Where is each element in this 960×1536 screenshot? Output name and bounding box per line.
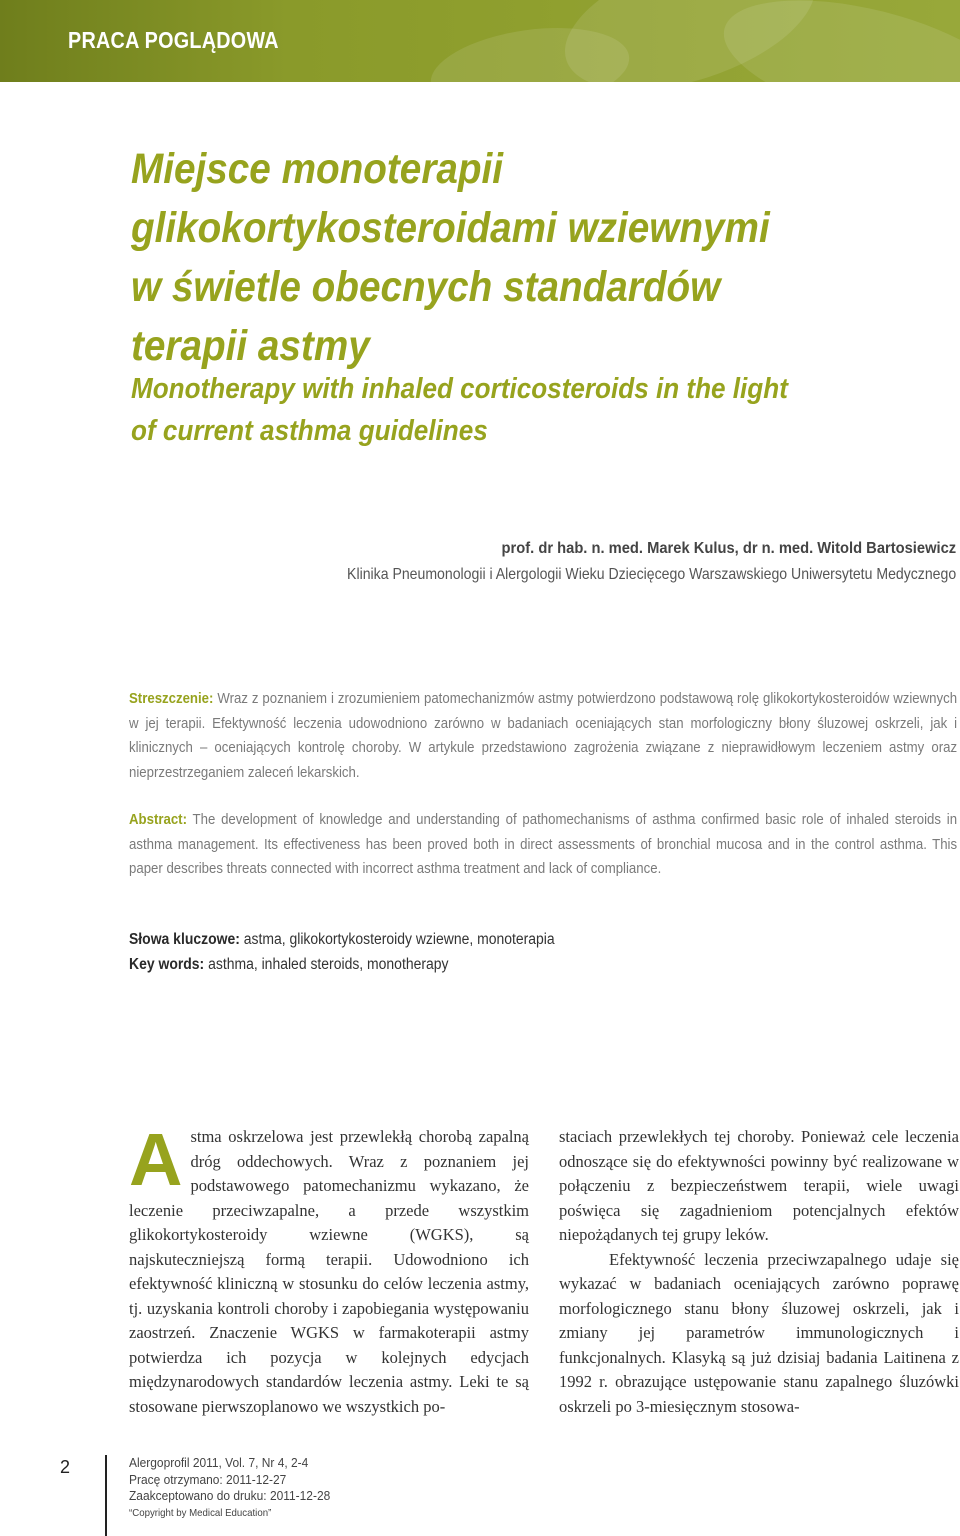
title-line: glikokortykosteroidami wziewnymi	[131, 204, 770, 252]
page-number: 2	[60, 1457, 71, 1477]
abstract-label: Streszczenie:	[129, 691, 214, 707]
author-name: Marek Kulus,	[646, 540, 739, 557]
abstract-label: Abstract:	[129, 812, 187, 828]
keywords-polish	[129, 931, 555, 949]
drop-cap: A	[129, 1118, 183, 1201]
keywords-english	[129, 956, 448, 974]
abstract-text: Wraz z poznaniem i zrozumieniem patomechanizmów astmy potwierdzono podstawową rolę glikokortykosteroidów wziewnych w jej terapii. Efektywność leczenia udowodniono zarówno w badaniach oceniających stan morfologiczny błony śluzowej oskrzeli, jak i klinicznych – oceniających kontrolę choroby. W artykule przedstawiono zagrożenia związane z nieprawidłowym leczeniem astmy oraz nieprzestrzeganiem zaleceń lekarskich.	[129, 691, 958, 781]
author-degree: prof. dr hab. n. med.	[501, 540, 643, 557]
authors-line	[501, 540, 956, 558]
leaf-decoration	[711, 0, 960, 82]
keywords-label: Słowa kluczowe:	[129, 931, 240, 948]
publication-info	[129, 1455, 330, 1521]
received-date: Pracę otrzymano: 2011-12-27	[129, 1471, 287, 1487]
author-degree: dr n. med.	[742, 540, 813, 557]
section-label: PRACA POGLĄDOWA	[68, 27, 279, 53]
body-paragraph: Efektywność leczenia przeciwzapalnego udaje się wykazać w badaniach oceniających zarówno poprawę morfologicznego stanu błony śluzowej oskrzeli, jak i zmiany jej parametrów immunologicznych i funkcjonalnych. Klasyką są już dzisiaj badania Laitinena z 1992 r. obrazujące ustępowanie stanu zapalnego śluzówki oskrzeli po 3-miesięcznym stosowa-	[559, 1249, 959, 1416]
section-header-bar	[0, 0, 960, 82]
copyright-note: “Copyright by Medical Education”	[129, 1506, 272, 1519]
abstract-polish	[129, 687, 957, 785]
body-paragraph: staciach przewlekłych tej choroby. Ponieważ cele leczenia odnoszące się do efektywności powinny być realizowane w połączeniu z bezpieczeństwem terapii, wiele uwagi poświęca się zagadnieniom potencjalnych efektów niepożądanych tej grupy leków.	[559, 1127, 959, 1244]
footer-divider	[105, 1455, 107, 1536]
journal-citation: Alergoprofil 2011, Vol. 7, Nr 4, 2-4	[129, 1455, 309, 1470]
accepted-date: Zaakceptowano do druku: 2011-12-28	[129, 1488, 331, 1503]
keywords-text: asthma, inhaled steroids, monotherapy	[208, 956, 449, 973]
title-line: Monotherapy with inhaled corticosteroids in the light	[131, 373, 788, 405]
keywords-label: Key words:	[129, 956, 205, 973]
body-paragraph	[129, 1118, 529, 1419]
abstract-english	[129, 808, 957, 882]
affiliation: Klinika Pneumonologii i Alergologii Wieku Dziecięcego Warszawskiego Uniwersytetu Medycznego	[346, 566, 956, 583]
title-line: w świetle obecnych standardów	[131, 263, 721, 311]
body-column-right	[559, 1125, 959, 1419]
article-title-polish	[131, 140, 851, 376]
title-line: Miejsce monoterapii	[131, 145, 504, 193]
article-title-english	[131, 368, 905, 452]
body-text: stma oskrzelowa jest przewlekłą chorobą zapalną dróg oddechowych. Wraz z poznaniem jej podstawowego patomechanizmu wykazano, że leczenie przeciwzapalne, a przede wszystkim glikokortykosteroidy wziewne (WGKS), są najskuteczniejszą formą terapii. Udowodniono ich efektywność kliniczną w stosunku do celów leczenia astmy, tj. uzyskania kontroli choroby i zapobiegania występowaniu zaostrzeń. Znaczenie WGKS w farmakoterapii astmy potwierdza ich pozycja w kolejnych edycjach międzynarodowych standardów leczenia astmy. Leki te są stosowane pierwszoplanowo we wszystkich po-	[129, 1127, 529, 1416]
title-line: terapii astmy	[131, 322, 370, 370]
keywords-text: astma, glikokortykosteroidy wziewne, monoterapia	[243, 931, 555, 948]
abstract-text: The development of knowledge and understanding of pathomechanisms of asthma confirmed basic role of inhaled steroids in asthma management. Its effectiveness has been proved both in direct assessments of bronchial mucosa and in the control asthma. This paper describes threats connected with incorrect asthma treatment and lack of compliance.	[129, 812, 958, 877]
body-column-left	[129, 1118, 529, 1419]
author-name: Witold Bartosiewicz	[817, 540, 956, 557]
title-line: of current asthma guidelines	[131, 415, 488, 447]
